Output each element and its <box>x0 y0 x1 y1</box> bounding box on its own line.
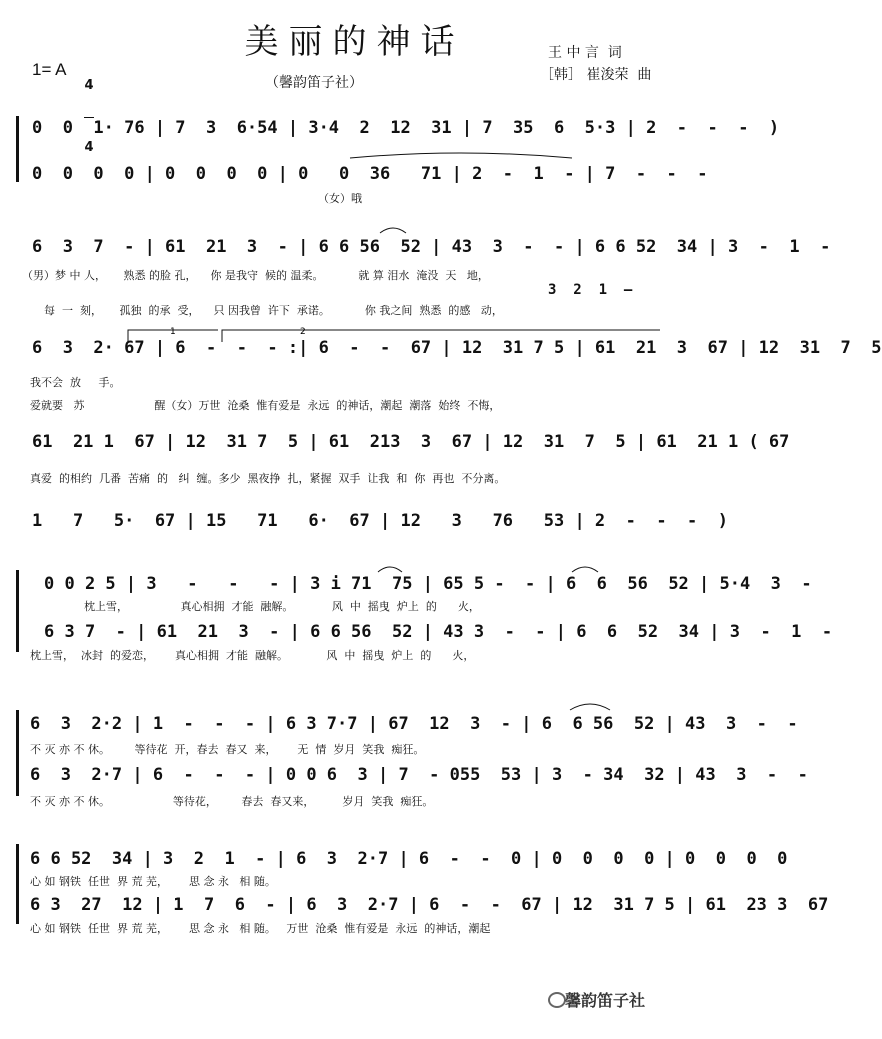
score-line: 1 7 5· 67 | 15 71 6· 67 | 12 3 76 53 | 2 - - - ) <box>32 511 728 531</box>
lyric-line: （女）哦 <box>318 192 362 205</box>
meter-top: 4 <box>84 78 94 93</box>
score-line: 6 6 52 34 | 3 2 1 - | 6 3 2·7 | 6 - - 0 | 0 0 0 0 | 0 0 0 0 <box>30 849 788 869</box>
page-title: 美丽的神话 <box>244 22 465 62</box>
lyric-line: 枕上雪， 冰封 的爱恋， 真心相拥 才能 融解。 风 中 摇曳 炉上 的 火， <box>30 649 475 662</box>
meter-bottom: 4 <box>84 140 94 155</box>
wechat-icon <box>548 992 566 1008</box>
lyric-line: 心 如 钢铁 任世 界 荒 芜， 思 念 永 相 随。 <box>30 875 276 888</box>
lyric-line: 爱就要 苏 醒（女）万世 沧桑 惟有爱是 永远 的神话，潮起 潮落 始终 不悔， <box>30 399 501 412</box>
key-signature: 1= A <box>32 60 67 79</box>
score-line: 6 3 2·2 | 1 - - - | 6 3 7·7 | 67 12 3 - | 6 6 56 52 | 43 3 - - <box>30 714 798 734</box>
lyric-line: （男）梦 中 人， 熟悉 的脸 孔， 你 是我守 候的 温柔。 就 算 泪水 淹没 天 地， <box>22 269 489 282</box>
lyric-line: 真爱 的相约 几番 苦痛 的 纠 缠。多少 黑夜挣 扎，紧握 双手 让我 和 你 再也 不分离。 <box>30 472 506 485</box>
lyric-line: 心 如 钢铁 任世 界 荒 芜， 思 念 永 相 随。 万世 沧桑 惟有爱是 永远 的神话，潮起 <box>30 922 491 935</box>
svg-text:2: 2 <box>300 327 306 337</box>
composer-credit: ［韩］ 崔浚荣 曲 <box>540 67 652 83</box>
score-line: 0 0 0 0 | 0 0 0 0 | 0 0 36 71 | 2 - 1 - | 7 - - - <box>32 164 708 184</box>
lyricist-credit: 王 中 言 词 <box>548 45 622 61</box>
score-line: 6 3 7 - | 61 21 3 - | 6 6 56 52 | 43 3 - - | 6 6 52 34 | 3 - 1 - <box>32 237 831 257</box>
score-line: 6 3 27 12 | 1 7 6 - | 6 3 2·7 | 6 - - 67 | 12 31 7 5 | 61 23 3 67 <box>30 895 829 915</box>
score-line: 0 0 2 5 | 3 - - - | 3 i 71 75 | 65 5 - - | 6 6 56 52 | 5·4 3 - <box>44 574 812 594</box>
score-line: 0 0 1· 76 | 7 3 6·54 | 3·4 2 12 31 | 7 35 6 5·3 | 2 - - - ) <box>32 118 780 138</box>
lyric-line: 枕上雪， 真心相拥 才能 融解。 风 中 摇曳 炉上 的 火， <box>84 600 480 613</box>
subtitle: （馨韵笛子社） <box>265 75 363 91</box>
score-line: 6 3 7 - | 61 21 3 - | 6 6 56 52 | 43 3 - - | 6 6 52 34 | 3 - 1 - <box>44 622 833 642</box>
lyric-line: 3 2 1 – <box>548 282 633 298</box>
lyric-line: 不 灭 亦 不 休。 等待花 开，春去 春又 来， 无 情 岁月 笑我 痴狂。 <box>30 743 425 756</box>
score-line: 6 3 2·7 | 6 - - - | 0 0 6 3 | 7 - 055 53 | 3 - 34 32 | 43 3 - - <box>30 765 808 785</box>
lyric-line: 每 一 刻， 孤独 的承 受， 只 因我曾 许下 承诺。 你 我之间 熟悉 的感 动， <box>44 304 503 317</box>
svg-text:1: 1 <box>170 327 176 337</box>
score-line: 61 21 1 67 | 12 31 7 5 | 61 213 3 67 | 12 31 7 5 | 61 21 1 ( 67 <box>32 432 790 452</box>
score-line: 6 3 2· 67 | 6 - - - :| 6 - - 67 | 12 31 7 5 | 61 21 3 67 | 12 31 7 5 <box>32 338 882 358</box>
lyric-line: 不 灭 亦 不 休。 等待花， 春去 春又来， 岁月 笑我 痴狂。 <box>30 795 434 808</box>
watermark: 馨韵笛子社 <box>565 991 646 1010</box>
lyric-line: 我不会 放 手。 <box>30 376 121 389</box>
